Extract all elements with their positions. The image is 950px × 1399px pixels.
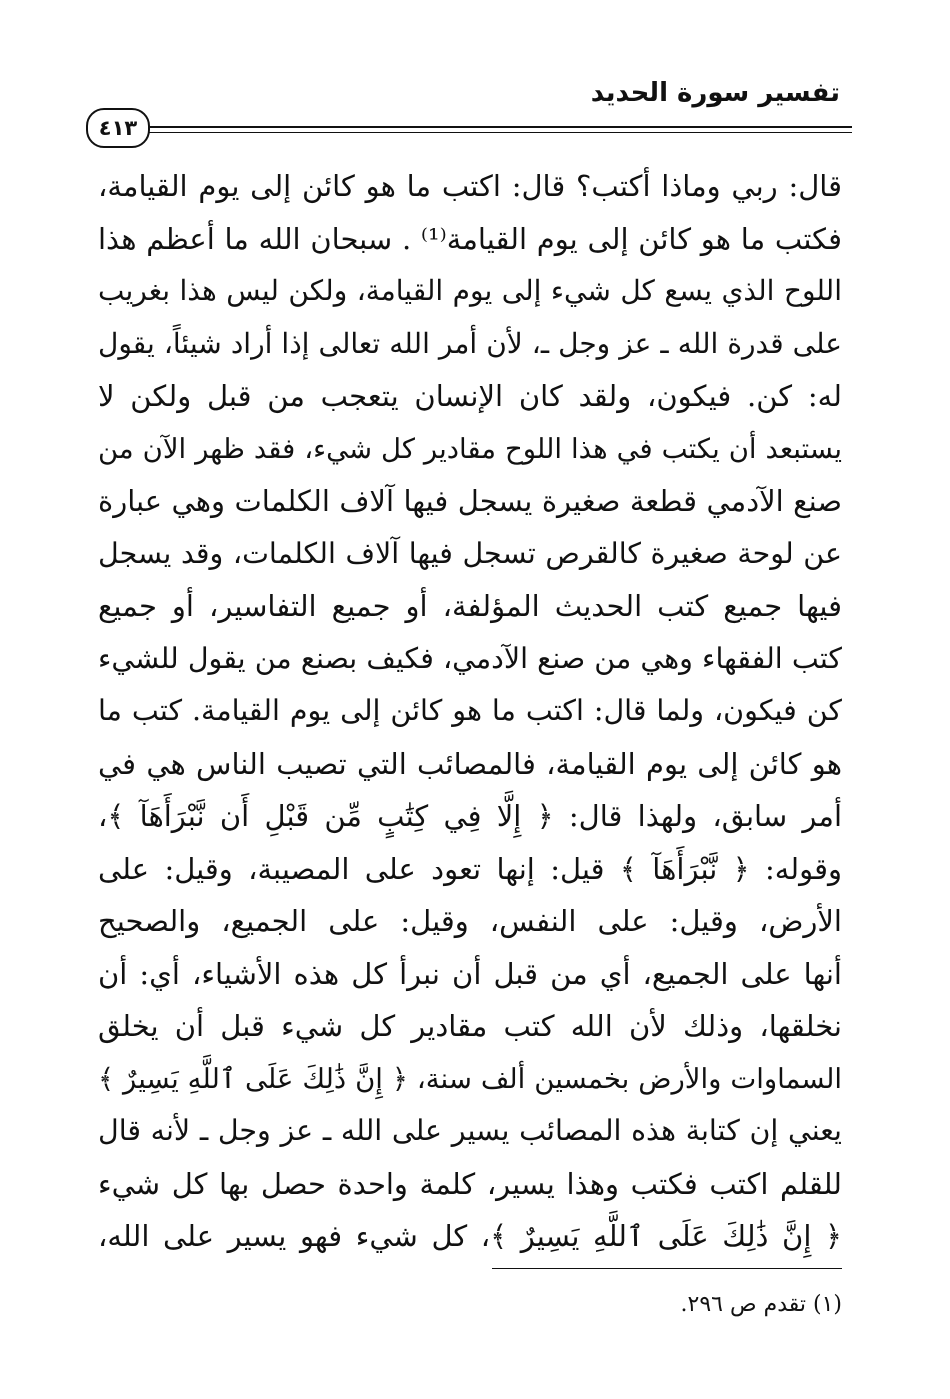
text-line: على قدرة الله ـ عز وجل ـ، لأن أمر الله تعالى إذا أراد شيئاً، يقول (98, 326, 842, 360)
footnote-separator (492, 1268, 842, 1269)
header-rule-thin (140, 132, 852, 133)
text-line: هو كائن إلى يوم القيامة، فالمصائب التي تصيب الناس هي في (98, 746, 842, 781)
text-line: اللوح الذي يسع كل شيء إلى يوم القيامة، ولكن ليس هذا بغريب (98, 274, 842, 307)
text-line: الأرض، وقيل: على النفس، وقيل: على الجميع، والصحيح (98, 904, 842, 938)
text-line: كن فيكون، ولما قال: اكتب ما هو كائن إلى يوم القيامة. كتب ما (98, 694, 842, 727)
text-line: أمر سابق، ولهذا قال: ﴿ إِلَّا فِي كِتَٰبٍ مِّن قَبْلِ أَن نَّبْرَأَهَآ ﴾، (98, 799, 842, 833)
header-rule (140, 126, 852, 128)
text-line: صنع الآدمي قطعة صغيرة يسجل فيها آلاف الكلمات وهي عبارة (98, 484, 842, 518)
footnote: (١) تقدم ص ٢٩٦. (680, 1292, 842, 1317)
text-line: يستبعد أن يكتب في هذا اللوح مقادير كل شيء، فقد ظهر الآن من (98, 432, 842, 465)
text-line: يعني إن كتابة هذه المصائب يسير على الله ـ عز وجل ـ لأنه قال (98, 1114, 842, 1147)
text-line: وقوله: ﴿ نَّبْرَأَهَآ ﴾ قيل: إنها تعود على المصيبة، وقيل: على (98, 851, 842, 886)
text-line: فيها جميع كتب الحديث المؤلفة، أو جميع التفاسير، أو جميع (98, 589, 842, 623)
body-text (98, 160, 842, 1263)
text-line: له: كن. فيكون، ولقد كان الإنسان يتعجب من قبل ولكن لا (98, 379, 842, 413)
page-number: ٤١٣ (86, 108, 150, 148)
text-line: قال: ربي وماذا أكتب؟ قال: اكتب ما هو كائن إلى يوم القيامة، (98, 169, 842, 203)
text-line: للقلم اكتب فكتب وهذا يسير، كلمة واحدة حصل بها كل شيء (98, 1166, 842, 1201)
text-line: أنها على الجميع، أي من قبل أن نبرأ كل هذه الأشياء، أي: أن (98, 956, 842, 991)
text-line: نخلقها، وذلك لأن الله كتب مقادير كل شيء قبل أن يخلق (98, 1009, 842, 1043)
text-line: ﴿ إِنَّ ذَٰلِكَ عَلَى ٱللَّهِ يَسِيرٌ ﴾، كل شيء فهو يسير على الله، (98, 1219, 842, 1253)
text-line: عن لوحة صغيرة كالقرص تسجل فيها آلاف الكلمات، وقد يسجل (98, 536, 842, 570)
running-title: تفسير سورة الحديد (590, 78, 840, 108)
text-line: كتب الفقهاء وهي من صنع الآدمي، فكيف بصنع من يقول للشيء (98, 641, 842, 675)
text-line: فكتب ما هو كائن إلى يوم القيامة⁽¹⁾ . سبحان الله ما أعظم هذا (98, 221, 842, 256)
text-line: السماوات والأرض بخمسين ألف سنة، ﴿ إِنَّ ذَٰلِكَ عَلَى ٱللَّهِ يَسِيرٌ ﴾ (98, 1062, 842, 1095)
